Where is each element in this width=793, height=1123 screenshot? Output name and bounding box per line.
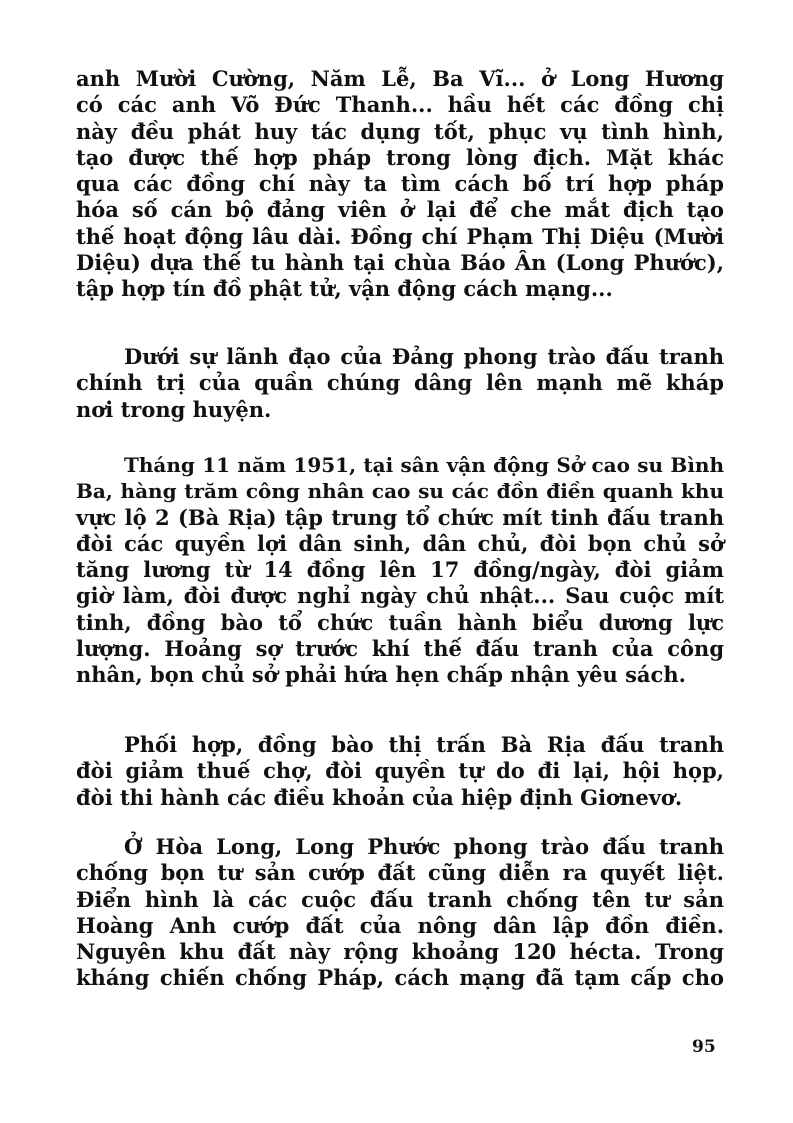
text-line: Dưới sự lãnh đạo của Đảng phong trào đấu tranh bbox=[124, 344, 724, 369]
text-line: anh Mười Cường, Năm Lễ, Ba Vĩ... ở Long Hương bbox=[76, 66, 724, 91]
paragraph-4 bbox=[76, 732, 724, 811]
text-line: Ba, hàng trăm công nhân cao su các đồn điền quanh khu bbox=[76, 479, 724, 504]
text-line: Điển hình là các cuộc đấu tranh chống tên tư sản bbox=[76, 886, 724, 912]
text-line: nơi trong huyện. bbox=[76, 396, 272, 422]
paragraph-3 bbox=[76, 452, 724, 689]
text-line: Ở Hòa Long, Long Phước phong trào đấu tranh bbox=[124, 834, 724, 859]
text-line: qua các đồng chí này ta tìm cách bố trí hợp pháp bbox=[76, 171, 724, 197]
text-line: đòi giảm thuế chợ, đòi quyền tự do đi lại, hội họp, bbox=[76, 758, 724, 784]
text-line: hóa số cán bộ đảng viên ở lại để che mắt địch tạo bbox=[76, 197, 724, 223]
text-line: giờ làm, đòi được nghỉ ngày chủ nhật... Sau cuộc mít bbox=[76, 583, 724, 609]
text-line: có các anh Võ Đức Thanh... hầu hết các đồng chị bbox=[76, 92, 724, 118]
text-line: tinh, đồng bào tổ chức tuần hành biểu dương lực bbox=[76, 609, 724, 635]
text-line: lượng. Hoảng sợ trước khí thế đấu tranh của công bbox=[76, 636, 724, 662]
text-line: Tháng 11 năm 1951, tại sân vận động Sở cao su Bình bbox=[124, 453, 724, 477]
text-line: đòi các quyền lợi dân sinh, dân chủ, đòi bọn chủ sở bbox=[76, 530, 724, 556]
text-line: này đều phát huy tác dụng tốt, phục vụ tình hình, bbox=[76, 118, 724, 144]
text-line: nhân, bọn chủ sở phải hứa hẹn chấp nhận yêu sách. bbox=[76, 662, 686, 688]
text-line: Diệu) dựa thế tu hành tại chùa Báo Ân (Long Phước), bbox=[76, 250, 724, 276]
text-line: chính trị của quần chúng dâng lên mạnh mẽ kháp bbox=[76, 370, 724, 396]
text-line: chống bọn tư sản cướp đất cũng diễn ra quyết liệt. bbox=[76, 860, 724, 886]
paragraph-1 bbox=[76, 66, 724, 303]
text-line: Phối hợp, đồng bào thị trấn Bà Rịa đấu tranh bbox=[124, 732, 724, 757]
text-line: Hoàng Anh cướp đất của nông dân lập đồn điền. bbox=[76, 912, 724, 938]
text-line: kháng chiến chống Pháp, cách mạng đã tạm cấp cho bbox=[76, 965, 724, 991]
text-line: tăng lương từ 14 đồng lên 17 đồng/ngày, đòi giảm bbox=[76, 557, 724, 583]
paragraph-2 bbox=[76, 344, 724, 423]
text-line: Nguyên khu đất này rộng khoảng 120 hécta. Trong bbox=[76, 939, 724, 965]
page-number: 95 bbox=[692, 1037, 716, 1057]
text-line: vực lộ 2 (Bà Rịa) tập trung tổ chức mít tinh đấu tranh bbox=[76, 504, 724, 530]
text-line: thế hoạt động lâu dài. Đồng chí Phạm Thị Diệu (Mười bbox=[76, 223, 724, 249]
text-line: tập hợp tín đồ phật tử, vận động cách mạng... bbox=[76, 276, 613, 302]
text-line: tạo được thế hợp pháp trong lòng địch. Mặt khác bbox=[76, 144, 724, 170]
paragraph-5 bbox=[76, 834, 724, 992]
text-line: đòi thi hành các điều khoản của hiệp định Giơnevơ. bbox=[76, 784, 683, 810]
